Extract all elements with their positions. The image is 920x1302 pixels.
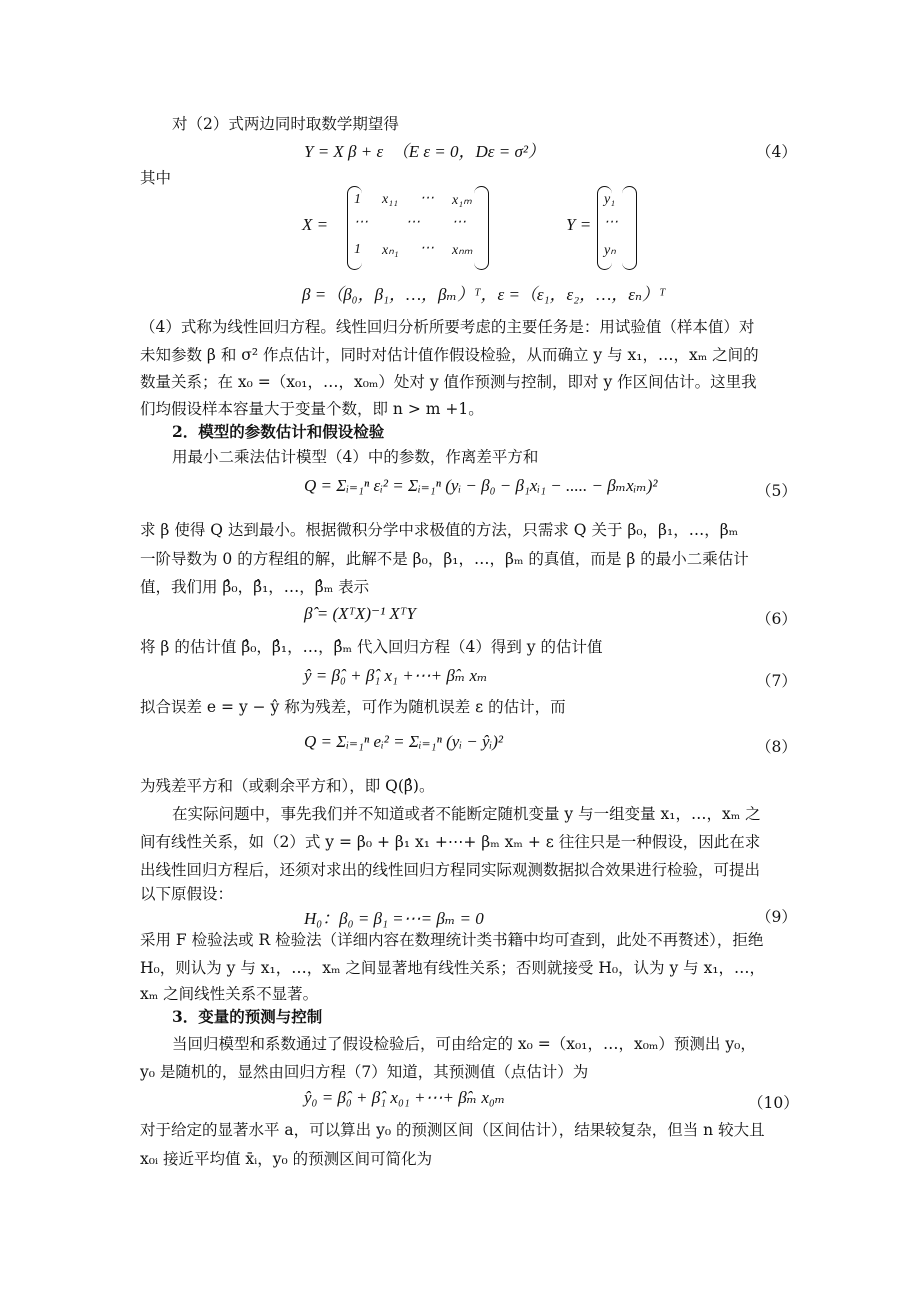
equation-number: （4）	[756, 143, 797, 161]
text-line: 在实际问题中，事先我们并不知道或者不能断定随机变量 y 与一组变量 x₁，…，xₘ 之	[172, 805, 761, 823]
equation-4: Y = X β + ε （E ε = 0，Dε = σ²）	[304, 142, 545, 161]
section-heading: 3．变量的预测与控制	[172, 1007, 323, 1026]
equation-5: Q = Σᵢ₌₁ⁿ εᵢ² = Σᵢ₌₁ⁿ (yᵢ − β₀ − β₁xᵢ₁ − ..... − βₘxᵢₘ)²	[304, 476, 658, 495]
equation-number: （10）	[748, 1094, 799, 1112]
right-bracket	[474, 186, 489, 270]
text-line: 出线性回归方程后，还须对求出的线性回归方程同实际观测数据拟合效果进行检验，可提出	[140, 861, 761, 879]
text-line: xₘ 之间线性关系不显著。	[140, 985, 319, 1003]
equation-number: （7）	[756, 672, 797, 690]
right-bracket	[622, 186, 637, 270]
equation-9: H₀：β₀ = β₁ =⋯= βₘ = 0	[304, 909, 484, 928]
text-line: 用最小二乘法估计模型（4）中的参数，作离差平方和	[172, 448, 539, 466]
text-line: 求 β 使得 Q 达到最小。根据微积分学中求极值的方法，只需求 Q 关于 β₀，β₁，…，βₘ	[140, 521, 739, 539]
matrix-cell: ⋯	[452, 215, 466, 230]
matrix-cell: yₙ	[604, 243, 616, 258]
text-line: 未知参数 β 和 σ² 作点估计，同时对估计值作假设检验，从而确立 y 与 x₁，…，xₘ 之间的	[140, 346, 759, 364]
equation-7: ŷ = β̂₀ + β̂₁ x₁ +⋯+ β̂ₘ xₘ	[304, 666, 488, 685]
text-line: 拟合误差 e = y − ŷ 称为残差，可作为随机误差 ε 的估计，而	[140, 698, 566, 716]
matrix-cell: ⋯	[604, 215, 618, 230]
equation-6: β̂ = (XᵀX)⁻¹ XᵀY	[304, 604, 416, 623]
equation-number: （8）	[756, 738, 797, 756]
text-line: x₀ᵢ 接近平均值 x̄ᵢ，y₀ 的预测区间可简化为	[140, 1150, 433, 1168]
equation-number: （6）	[756, 610, 797, 628]
text-line: 对于给定的显著水平 a，可以算出 y₀ 的预测区间（区间估计），结果较复杂，但当 n 较大且	[140, 1121, 765, 1139]
equation-beta-epsilon: β =（β₀，β₁，…，βₘ）ᵀ，ε =（ε₁，ε₂，…，εₙ）ᵀ	[302, 285, 666, 304]
text-line: 当回归模型和系数通过了假设检验后，可由给定的 x₀ =（x₀₁，…，x₀ₘ）预测出 y₀，	[172, 1035, 756, 1053]
text-line: 间有线性关系，如（2）式 y = β₀ + β₁ x₁ +⋯+ βₘ xₘ + ε 往往只是一种假设，因此在求	[140, 833, 761, 851]
text-line: H₀，则认为 y 与 x₁，…，xₘ 之间显著地有线性关系；否则就接受 H₀，认为 y 与 x₁，…，	[140, 959, 766, 977]
matrix-cell: 1	[354, 242, 361, 257]
text-line: 其中	[140, 169, 172, 187]
text-line: 以下原假设：	[140, 885, 234, 903]
text-line: （4）式称为线性回归方程。线性回归分析所要考虑的主要任务是：用试验值（样本值）对	[140, 318, 755, 336]
matrix-cell: xₙ₁	[382, 243, 399, 258]
matrix-cell: ⋯	[420, 241, 434, 256]
text-line: 对（2）式两边同时取数学期望得	[172, 115, 399, 133]
text-line: 为残差平方和（或剩余平方和），即 Q(β̂)。	[140, 777, 435, 795]
matrix-cell: ⋯	[420, 191, 434, 206]
text-line: 数量关系；在 x₀ =（x₀₁，…，x₀ₘ）处对 y 值作预测与控制，即对 y 作区间估计。这里我	[140, 373, 757, 391]
text-line: 值，我们用 β̂₀，β̂₁，…，β̂ₘ 表示	[140, 578, 370, 596]
text-line: 一阶导数为 0 的方程组的解，此解不是 β₀，β₁，…，βₘ 的真值，而是 β 的最小二乘估计	[140, 550, 749, 568]
text-line: 将 β 的估计值 β̂₀，β̂₁，…，β̂ₘ 代入回归方程（4）得到 y 的估计值	[140, 638, 603, 656]
matrix-cell: xₙₘ	[452, 243, 473, 258]
matrix-cell: x₁ₘ	[452, 193, 472, 208]
matrix-cell: x₁₁	[382, 192, 398, 207]
equation-number: （9）	[756, 908, 797, 926]
matrix-cell: y₁	[604, 192, 616, 207]
matrix-cell: 1	[354, 192, 361, 207]
equation-number: （5）	[756, 482, 797, 500]
section-heading: 2．模型的参数估计和假设检验	[172, 422, 385, 441]
matrix-cell: ⋯	[406, 215, 420, 230]
matrix-cell: ⋯	[354, 215, 368, 230]
text-line: 采用 F 检验法或 R 检验法（详细内容在数理统计类书籍中均可查到，此处不再赘述），拒绝	[140, 931, 764, 949]
text-line: 们均假设样本容量大于变量个数，即 n > m +1。	[140, 400, 484, 418]
equation-8: Q = Σᵢ₌₁ⁿ eᵢ² = Σᵢ₌₁ⁿ (yᵢ − ŷᵢ)²	[304, 732, 503, 751]
text-line: y₀ 是随机的，显然由回归方程（7）知道，其预测值（点估计）为	[140, 1063, 589, 1081]
matrix-y-label: Y =	[566, 215, 592, 234]
matrix-x-label: X =	[302, 215, 329, 234]
equation-10: ŷ₀ = β̂₀ + β̂₁ x₀₁ +⋯+ β̂ₘ x₀ₘ	[304, 1088, 506, 1107]
